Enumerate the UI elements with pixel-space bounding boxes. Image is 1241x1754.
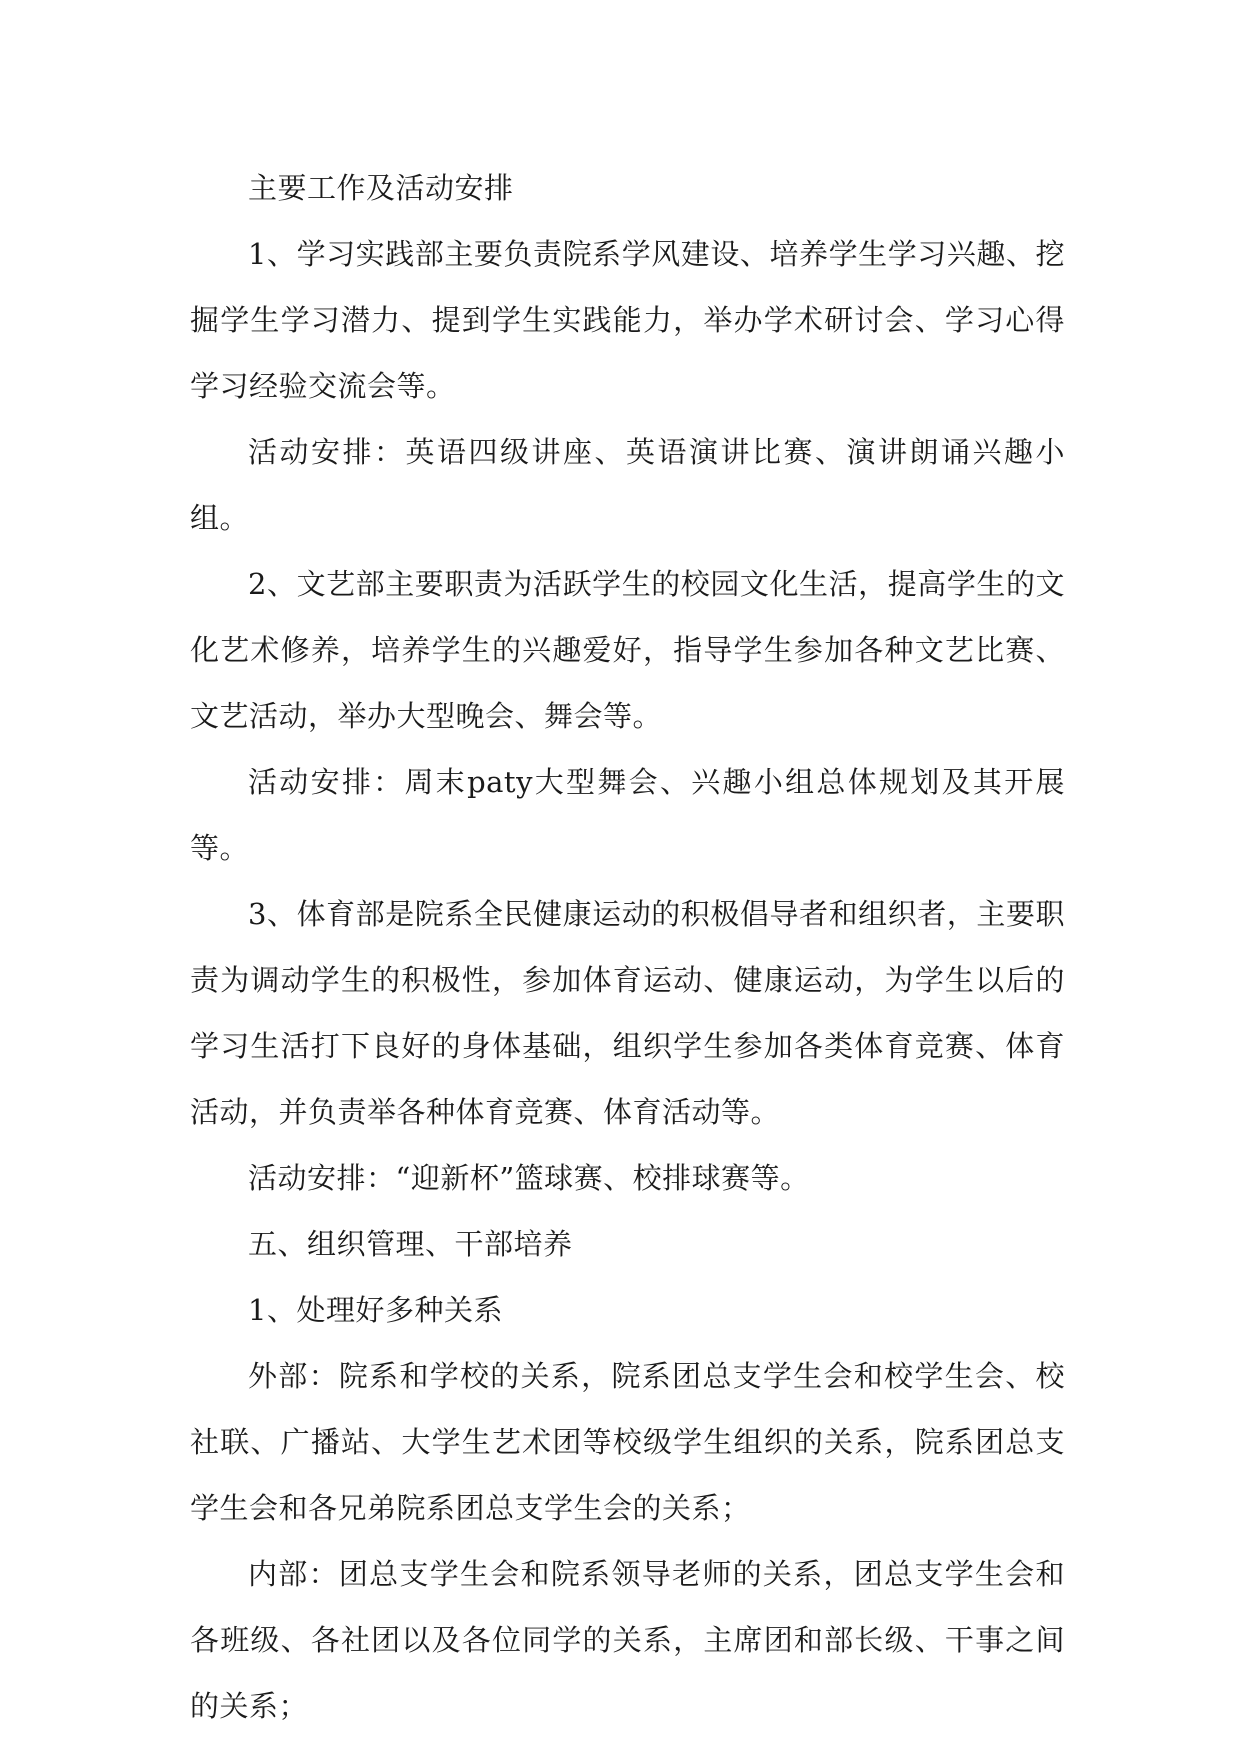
- paragraph-arts-dept: 2、文艺部主要职责为活跃学生的校园文化生活，提高学生的文化艺术修养，培养学生的兴趣爱好，指导学生参加各种文艺比赛、文艺活动，举办大型晚会、舞会等。: [190, 567, 1065, 733]
- section-heading-organization: 五、组织管理、干部培养: [248, 1227, 573, 1261]
- paragraph-external-relations: 外部：院系和学校的关系，院系团总支学生会和校学生会、校社联、广播站、大学生艺术团等校级学生组织的关系，院系团总支学生会和各兄弟院系团总支学生会的关系；: [190, 1359, 1065, 1525]
- paragraph-activity-plan-1: 活动安排：英语四级讲座、英语演讲比赛、演讲朗诵兴趣小组。: [190, 435, 1065, 535]
- paragraph-sports-dept: 3、体育部是院系全民健康运动的积极倡导者和组织者，主要职责为调动学生的积极性，参加体育运动、健康运动，为学生以后的学习生活打下良好的身体基础，组织学生参加各类体育竞赛、体育活动，并负责举各种体育竞赛、体育活动等。: [190, 897, 1065, 1129]
- paragraph-activity-plan-2: 活动安排：周末paty大型舞会、兴趣小组总体规划及其开展等。: [190, 765, 1065, 865]
- paragraph-study-practice-dept: 1、学习实践部主要负责院系学风建设、培养学生学习兴趣、挖掘学生学习潜力、提到学生实践能力，举办学术研讨会、学习心得学习经验交流会等。: [190, 237, 1065, 403]
- document-page: [190, 155, 1065, 1739]
- paragraph-activity-plan-3: 活动安排：“迎新杯”篮球赛、校排球赛等。: [248, 1161, 810, 1195]
- section-heading: 主要工作及活动安排: [248, 171, 514, 205]
- paragraph-internal-relations: 内部：团总支学生会和院系领导老师的关系，团总支学生会和各班级、各社团以及各位同学的关系，主席团和部长级、干事之间的关系；: [190, 1557, 1065, 1723]
- subheading-relationships: 1、处理好多种关系: [248, 1293, 503, 1327]
